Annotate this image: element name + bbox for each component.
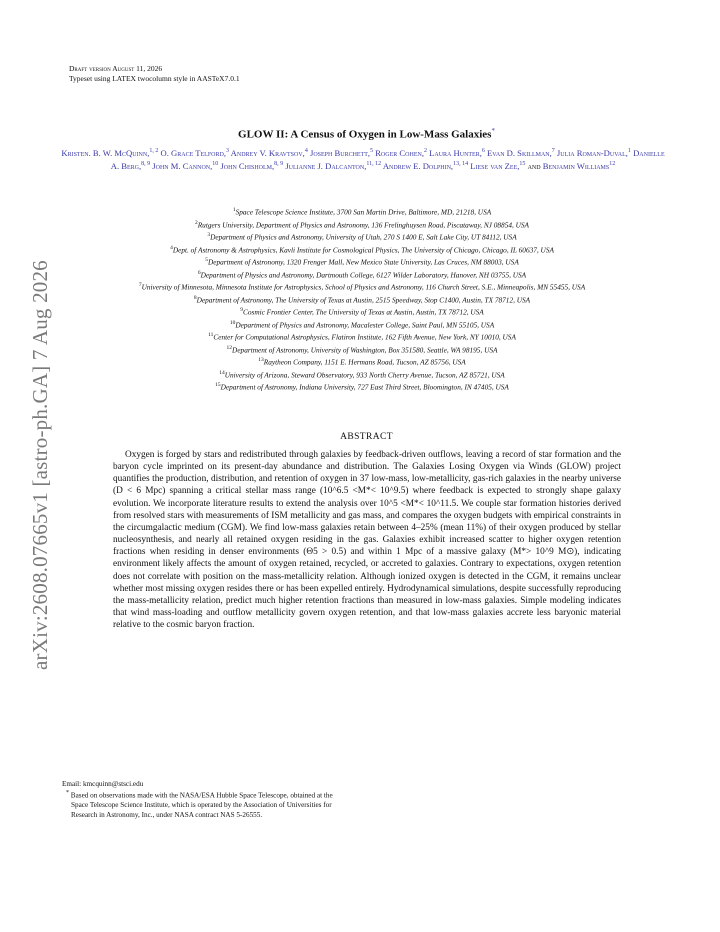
affiliation [52, 305, 672, 318]
affiliation-text: Department of Astronomy, University of Washington, Box 351580, Seattle, WA 98195, USA [232, 345, 498, 355]
affiliation-number: 2 [194, 219, 198, 226]
affiliation-number: 5 [205, 257, 208, 264]
author-name[interactable]: Julianne J. Dalcanton, [285, 160, 367, 171]
affiliation-text: Rutgers University, Department of Physics and Astronomy, 136 Frelinghuysen Road, Piscataway, NJ 08854, USA [197, 219, 530, 229]
affiliation [52, 255, 672, 268]
author-affil-sup: 2 [423, 148, 427, 154]
author-name[interactable]: John Chisholm, [220, 160, 275, 171]
affiliation-text: Department of Physics and Astronomy, University of Utah, 270 S 1400 E, Salt Lake City, UT 84112, USA [210, 232, 517, 242]
affiliation-number: 10 [229, 319, 236, 326]
typeset-line: Typeset using LATEX twocolumn style in AASTeX7.0.1 [69, 74, 240, 83]
email-line: Email: kmcquinn@stsci.edu [62, 780, 144, 788]
author-affil-sup: 5 [370, 148, 374, 154]
author-name[interactable]: Danielle A. Berg, [110, 147, 665, 171]
footnote-mark: * [66, 790, 69, 797]
preamble [69, 64, 240, 84]
abstract-body: Oxygen is forged by stars and redistributed through galaxies by feedback-driven outflows, leaving a record of star formation and the baryon cycle imprinted on its present-day abundance and distribution. The Galaxies Losing Oxygen via Winds (GLOW) project quantifies the production, distribution, and retention of oxygen in 37 low-mass, low-metallicity, gas-rich galaxies in the nearby universe (D < 6 Mpc) spanning a critical stellar mass range (10^6.5 <M*< 10^9.5) where feedback is expected to strongly shape galaxy evolution. We incorporate literature results to extend the analysis over 10^5 <M*< 10^11.5. We couple star formation histories derived from resolved stars with measurements of ISM metallicity and gas mass, and compares the oxygen budgets with empirical constraints in the circumgalactic medium (CGM). We find low-mass galaxies retain between 4–25% (mean 11%) of their oxygen produced by stellar nucleosynthesis, and nearly all retained oxygen residing in the gas. Galaxies exhibit increased scatter to higher oxygen retention fractions when residing in denser environments (Θ5 > 0.5) and within 1 Mpc of a massive galaxy (M*> 10^9 M⊙), indicating environment likely affects the amount of oxygen retained, recycled, or accreted to galaxies. Contrary to expectations, oxygen retention does not correlate with position on the mass-metallicity relation. Although ionized oxygen is detected in the CGM, it remains unclear whether most missing oxygen resides there or has been expelled entirely. Hydrodynamical simulations, despite successfully reproducing the mass-metallicity relation, predict much higher retention fractions than measured in low-mass galaxies. Simple modeling indicates that wind mass-loading and outflow metallicity govern oxygen retention, and that low-mass galaxies accrete less baryonic material relative to the cosmic baryon fraction. [113, 450, 621, 631]
footnotes [62, 780, 352, 820]
affiliation-number: 7 [138, 282, 142, 289]
paper-title [69, 127, 664, 141]
author-affil-sup: 15 [519, 160, 526, 167]
author-affil-sup: 13, 14 [453, 160, 469, 167]
author-conjunction: and [527, 160, 541, 171]
affiliation-text: University of Arizona, Steward Observatory, 933 North Cherry Avenue, Tucson, AZ 85721, USA [224, 370, 505, 380]
affiliation-text: Space Telescope Science Institute, 3700 San Martin Drive, Baltimore, MD, 21218, USA [235, 207, 492, 217]
author-affil-sup: 3 [225, 148, 229, 154]
author-affil-sup: 7 [551, 148, 555, 154]
affiliation-text: Raytheon Company, 1151 E. Hermans Road, Tucson, AZ 85756, USA [263, 357, 466, 367]
affiliation-number: 6 [197, 269, 201, 276]
author-name[interactable]: Roger Cohen, [375, 147, 424, 158]
affiliation-text: Dept. of Astronomy & Astrophysics, Kavli Institute for Cosmological Physics, The University of Chicago, Chicago, IL 60637, USA [172, 244, 554, 254]
affiliation-text: Department of Physics and Astronomy, Dartmouth College, 6127 Wilder Laboratory, Hanover, NH 03755, USA [200, 270, 527, 279]
author-name[interactable]: Laura Hunter, [429, 147, 482, 158]
affiliation-text: University of Minnesota, Minnesota Institute for Astrophysics, School of Physics and Astronomy, 116 Church Street, S.E., Minneapolis, MN 55455, USA [141, 282, 586, 292]
affiliation [52, 218, 672, 231]
author-name[interactable]: Andrew E. Dolphin, [382, 160, 454, 171]
author-affil-sup: 4 [304, 148, 308, 154]
affiliation-number: 14 [219, 369, 225, 376]
author-affil-sup: 8, 9 [141, 160, 151, 167]
affiliation-number: 15 [215, 382, 221, 389]
affiliation-number: 1 [232, 207, 236, 213]
affiliation-list [52, 205, 672, 393]
author-name[interactable]: Liese van Zee, [470, 160, 520, 171]
arxiv-identifier: arXiv:2608.07665v1 [astro-ph.GA] 7 Aug 2026 [28, 260, 52, 670]
affiliation-text: Department of Astronomy, 1320 Frenger Mall, New Mexico State University, Las Cruces, NM 88003, USA [207, 257, 519, 267]
author-name[interactable]: Julia Roman-Duval, [556, 147, 628, 158]
abstract-heading: ABSTRACT [340, 432, 393, 442]
author-name[interactable]: John M. Cannon, [152, 160, 213, 171]
affiliation [52, 280, 672, 293]
affiliation-text: Cosmic Frontier Center, The University of Texas at Austin, Austin, TX 78712, USA [242, 307, 484, 317]
author-affil-sup: 6 [481, 148, 485, 154]
affiliation [52, 368, 672, 381]
affiliation-text: Department of Astronomy, The University of Texas at Austin, 2515 Speedway, Stop C1400, Austin, TX 78712, USA [196, 295, 531, 305]
affiliation-number: 3 [207, 232, 211, 239]
footnote-text: Based on observations made with the NASA/ESA Hubble Space Telescope, obtained at the Space Telescope Science Institute, which is operated by the Association of Universities for Research in Astronomy, Inc., under NASA contract NAS 5-26555. [70, 791, 333, 819]
affiliation [52, 205, 672, 218]
author-affil-sup: 1 [627, 148, 631, 154]
author-affil-sup: 1, 2 [149, 148, 159, 154]
author-name[interactable]: Joseph Burchett, [310, 147, 371, 158]
affiliation [52, 268, 672, 281]
author-name[interactable]: Kristen. B. W. McQuinn, [61, 147, 150, 158]
affiliation [52, 230, 672, 243]
affiliation [52, 380, 672, 393]
draft-version: Draft version August 11, 2026 [69, 64, 163, 73]
affiliation [52, 330, 672, 343]
author-affil-sup: 11, 12 [366, 160, 382, 167]
author-affil-sup: 12 [609, 160, 616, 167]
affiliation [52, 343, 672, 356]
affiliation-text: Department of Astronomy, Indiana University, 727 East Third Street, Bloomington, IN 47405, USA [220, 382, 509, 392]
author-list [58, 146, 668, 172]
title-footnote [62, 789, 343, 820]
author-name[interactable]: Benjamin Williams [542, 160, 610, 171]
affiliation-number: 4 [170, 244, 173, 251]
affiliation [52, 293, 672, 306]
author-affil-sup: 10 [212, 160, 219, 167]
affiliation-number: 9 [240, 307, 243, 314]
title-text: GLOW II: A Census of Oxygen in Low-Mass Galaxies [238, 128, 492, 141]
author-name[interactable]: Evan D. Skillman, [487, 147, 552, 158]
affiliation-text: Department of Physics and Astronomy, Macalester College, Saint Paul, MN 55105, USA [235, 320, 495, 330]
affiliation [52, 243, 672, 256]
affiliation [52, 355, 672, 368]
author-affil-sup: 8, 9 [274, 160, 284, 167]
author-name[interactable]: Andrey V. Kravtsov, [230, 147, 305, 158]
affiliation-number: 11 [208, 332, 214, 339]
affiliation-text: Center for Computational Astrophysics, Flatiron Institute, 162 Fifth Avenue, New York, NY 10010, USA [213, 332, 516, 342]
affiliation-number: 8 [193, 294, 197, 301]
title-footnote-mark[interactable]: * [491, 127, 495, 135]
affiliation-number: 13 [258, 357, 264, 364]
affiliation [52, 318, 672, 331]
affiliation-number: 12 [226, 344, 233, 351]
author-name[interactable]: O. Grace Telford, [160, 147, 226, 158]
